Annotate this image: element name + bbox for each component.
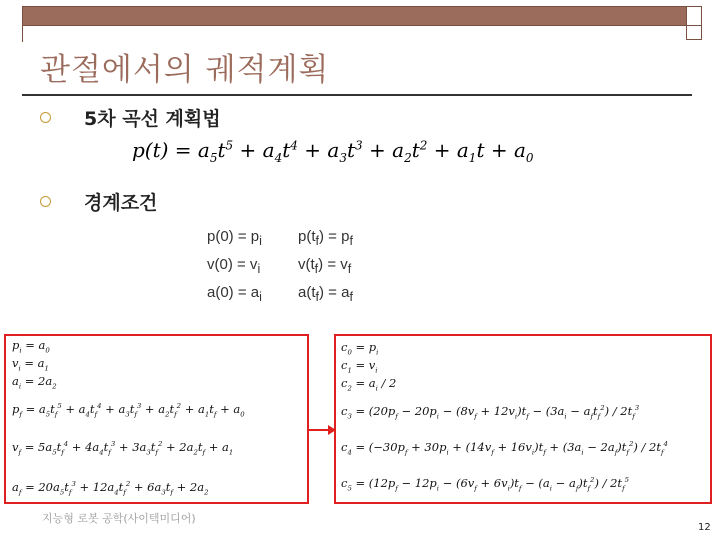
eq-af: $a_f = 20a_5t_f^3 + 12a_4t_f^2 + 6a_3t_f + 2a_2$ xyxy=(12,480,209,497)
header-left-line xyxy=(22,26,23,42)
eq-pi: $p_i = a_0$ xyxy=(12,338,50,355)
bullet-boundary-conditions: 경계조건 xyxy=(84,192,158,214)
bullet-quintic-method: 5차 곡선 계획법 xyxy=(84,108,221,130)
eq-c1: $c_1 = v_i$ xyxy=(341,358,378,375)
slide-title: 관절에서의 궤적계획 xyxy=(40,52,330,88)
quintic-polynomial-equation: $p(t) = a_5t^5 + a_4t^4 + a_3t^3 + a_2t^2 + a_1t + a_0$ xyxy=(132,138,534,165)
eq-pf: $p_f = a_5t_f^5 + a_4t_f^4 + a_3t_f^3 + a_2t_f^2 + a_1t_f + a_0$ xyxy=(12,402,245,419)
bc-position-final: $p(t_f) = p_f$ xyxy=(298,228,353,248)
header-bar xyxy=(22,6,702,26)
eq-c2: $c_2 = a_i / 2$ xyxy=(341,376,397,393)
header-corner-box-lower xyxy=(686,26,702,40)
eq-c3: $c_3 = (20p_f - 20p_i - (8v_f + 12v_i)t_f - (3a_i - a_ft_f^2) / 2t_f^3$ xyxy=(341,404,640,421)
footer-source: 지능형 로봇 공학(사이텍미디어) xyxy=(42,512,196,525)
eq-vf: $v_f = 5a_5t_f^4 + 4a_4t_f^3 + 3a_3t_f^2 + 2a_2t_f + a_1$ xyxy=(12,440,234,457)
bullet-circle-icon xyxy=(40,196,51,207)
eq-c4: $c_4 = (-30p_f + 30p_i + (14v_f + 16v_i)t_f + (3a_i - 2a_f)t_f^2) / 2t_f^4$ xyxy=(341,440,668,457)
bc-acceleration-initial: $a(0) = a_i$ xyxy=(207,284,262,304)
eq-c0: $c_0 = p_i$ xyxy=(341,340,379,357)
eq-c5: $c_5 = (12p_f - 12p_i - (6v_f + 6v_i)t_f - (a_i - a_f)t_f^2) / 2t_f^5$ xyxy=(341,476,630,493)
bc-velocity-initial: $v(0) = v_i$ xyxy=(207,256,261,276)
bullet-circle-icon xyxy=(40,112,51,123)
page-number: 12 xyxy=(698,522,711,533)
bc-position-initial: $p(0) = p_i$ xyxy=(207,228,262,248)
eq-ai: $a_i = 2a_2$ xyxy=(12,374,57,391)
bc-acceleration-final: $a(t_f) = a_f$ xyxy=(298,284,353,304)
eq-vi: $v_i = a_1$ xyxy=(12,356,49,373)
constraint-equations-panel xyxy=(4,334,309,504)
title-underline xyxy=(22,94,692,96)
header-corner-box xyxy=(686,6,702,26)
bc-velocity-final: $v(t_f) = v_f$ xyxy=(298,256,352,276)
